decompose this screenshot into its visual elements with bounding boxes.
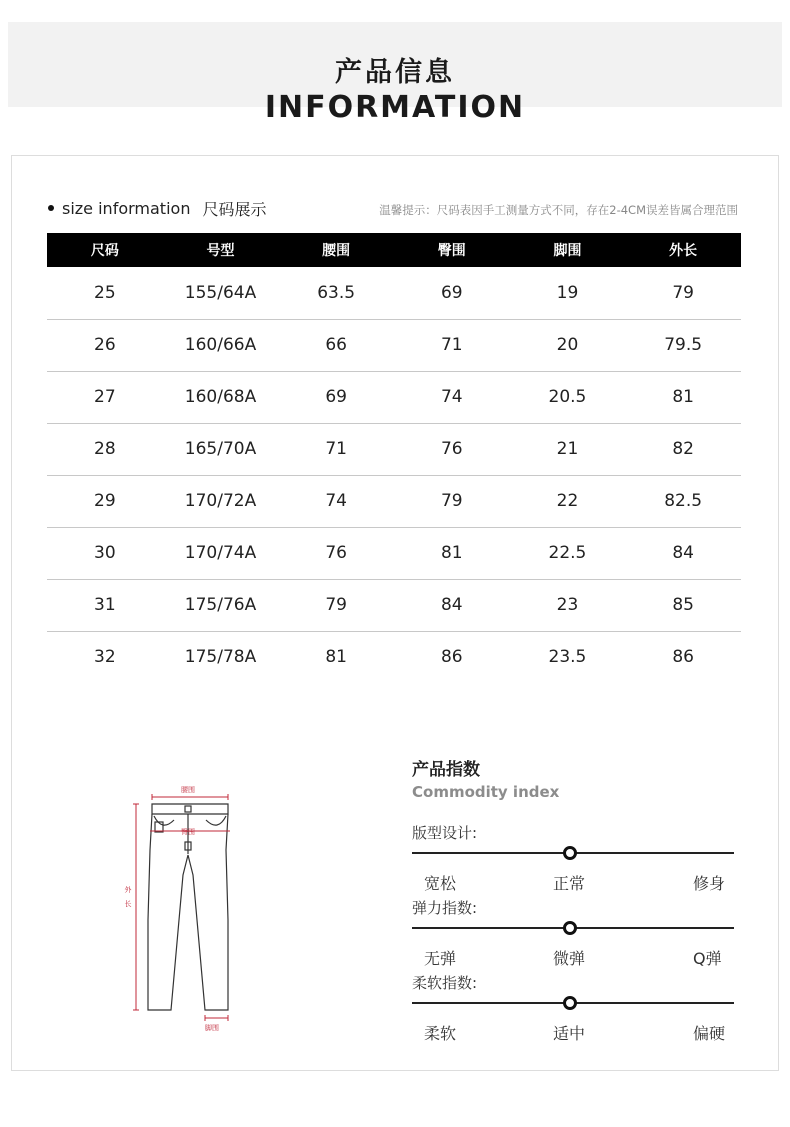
table-cell: 79 — [625, 267, 741, 319]
hip-label: 臀围 — [181, 828, 195, 836]
table-row — [47, 267, 741, 319]
table-cell: 69 — [278, 371, 394, 423]
size-table — [47, 233, 741, 683]
table-cell: 84 — [625, 527, 741, 579]
table-cell: 71 — [278, 423, 394, 475]
stretch-option: Q弹 — [693, 949, 722, 968]
column-header: 尺码 — [47, 233, 163, 267]
stretch-index-knob — [563, 921, 577, 935]
fit-index-knob — [563, 846, 577, 860]
table-cell: 81 — [625, 371, 741, 423]
softness-option: 柔软 — [424, 1024, 457, 1043]
table-cell: 20 — [510, 319, 626, 371]
length-label-1: 外 — [124, 886, 132, 894]
fit-option: 宽松 — [424, 874, 457, 893]
table-cell: 30 — [47, 527, 163, 579]
table-cell: 22.5 — [510, 527, 626, 579]
table-cell: 20.5 — [510, 371, 626, 423]
fit-option: 正常 — [553, 874, 586, 893]
table-cell: 170/74A — [163, 527, 279, 579]
table-cell: 86 — [440, 647, 463, 668]
column-header: 脚围 — [510, 233, 626, 267]
waist-label: 腰围 — [181, 786, 195, 794]
size-tip: 温馨提示：尺码表因手工测量方式不同，存在2-4CM误差皆属合理范围 — [379, 203, 738, 217]
stretch-option: 微弹 — [553, 949, 586, 968]
table-cell: 23 — [510, 579, 626, 631]
table-cell: 74 — [278, 475, 394, 527]
softness-index-knob — [563, 996, 577, 1010]
table-cell: 79 — [278, 579, 394, 631]
softness-option: 适中 — [553, 1024, 586, 1043]
table-cell: 27 — [47, 371, 163, 423]
column-header: 腰围 — [278, 233, 394, 267]
table-row — [47, 527, 741, 579]
pants-diagram — [110, 780, 270, 1035]
table-cell: 22 — [510, 475, 626, 527]
table-row — [47, 423, 741, 475]
table-cell: 175/78A — [184, 647, 257, 668]
table-cell: 21 — [510, 423, 626, 475]
length-label-2: 长 — [124, 900, 132, 908]
table-cell: 71 — [394, 319, 510, 371]
table-cell: 69 — [394, 267, 510, 319]
table-cell: 29 — [47, 475, 163, 527]
table-cell: 175/76A — [163, 579, 279, 631]
page-title-cn: 产品信息 — [335, 57, 455, 88]
index-title: 产品指数 — [412, 760, 480, 780]
table-cell: 66 — [278, 319, 394, 371]
bullet-icon — [48, 205, 54, 211]
table-cell: 79.5 — [625, 319, 741, 371]
table-row — [47, 631, 741, 683]
table-cell: 160/68A — [163, 371, 279, 423]
table-cell: 74 — [394, 371, 510, 423]
table-cell: 76 — [394, 423, 510, 475]
fit-option: 修身 — [693, 874, 726, 893]
page-title-en: INFORMATION — [264, 90, 526, 125]
table-cell: 85 — [625, 579, 741, 631]
hem-label: 脚围 — [205, 1024, 219, 1032]
table-row — [47, 475, 741, 527]
column-header: 外长 — [625, 233, 741, 267]
fit-index-label: 版型设计: — [412, 824, 478, 842]
softness-index-label: 柔软指数: — [412, 974, 478, 992]
table-cell: 79 — [394, 475, 510, 527]
table-cell: 160/66A — [163, 319, 279, 371]
table-cell: 63.5 — [278, 267, 394, 319]
table-cell: 26 — [47, 319, 163, 371]
table-header-row — [47, 233, 741, 267]
table-row — [47, 319, 741, 371]
size-info-heading — [48, 197, 266, 219]
table-cell: 81 — [325, 647, 347, 668]
table-cell: 31 — [47, 579, 163, 631]
index-subtitle: Commodity index — [412, 783, 560, 801]
table-cell: 82.5 — [625, 475, 741, 527]
table-cell: 170/72A — [163, 475, 279, 527]
table-cell: 82 — [625, 423, 741, 475]
table-cell: 155/64A — [163, 267, 279, 319]
table-cell: 28 — [47, 423, 163, 475]
table-row — [47, 579, 741, 631]
table-cell: 32 — [94, 647, 116, 668]
table-cell: 165/70A — [163, 423, 279, 475]
table-cell: 19 — [510, 267, 626, 319]
size-info-label-en: size information — [62, 198, 191, 218]
size-info-label-cn: 尺码展示 — [202, 199, 267, 219]
stretch-index-label: 弹力指数: — [412, 899, 478, 917]
table-cell: 84 — [394, 579, 510, 631]
table-cell: 76 — [278, 527, 394, 579]
table-cell: 25 — [47, 267, 163, 319]
table-cell: 81 — [394, 527, 510, 579]
table-cell: 86 — [672, 647, 694, 668]
table-cell: 23.5 — [548, 647, 587, 668]
softness-option: 偏硬 — [693, 1024, 726, 1043]
table-row — [47, 371, 741, 423]
stretch-option: 无弹 — [424, 949, 457, 968]
column-header: 臀围 — [394, 233, 510, 267]
column-header: 号型 — [163, 233, 279, 267]
